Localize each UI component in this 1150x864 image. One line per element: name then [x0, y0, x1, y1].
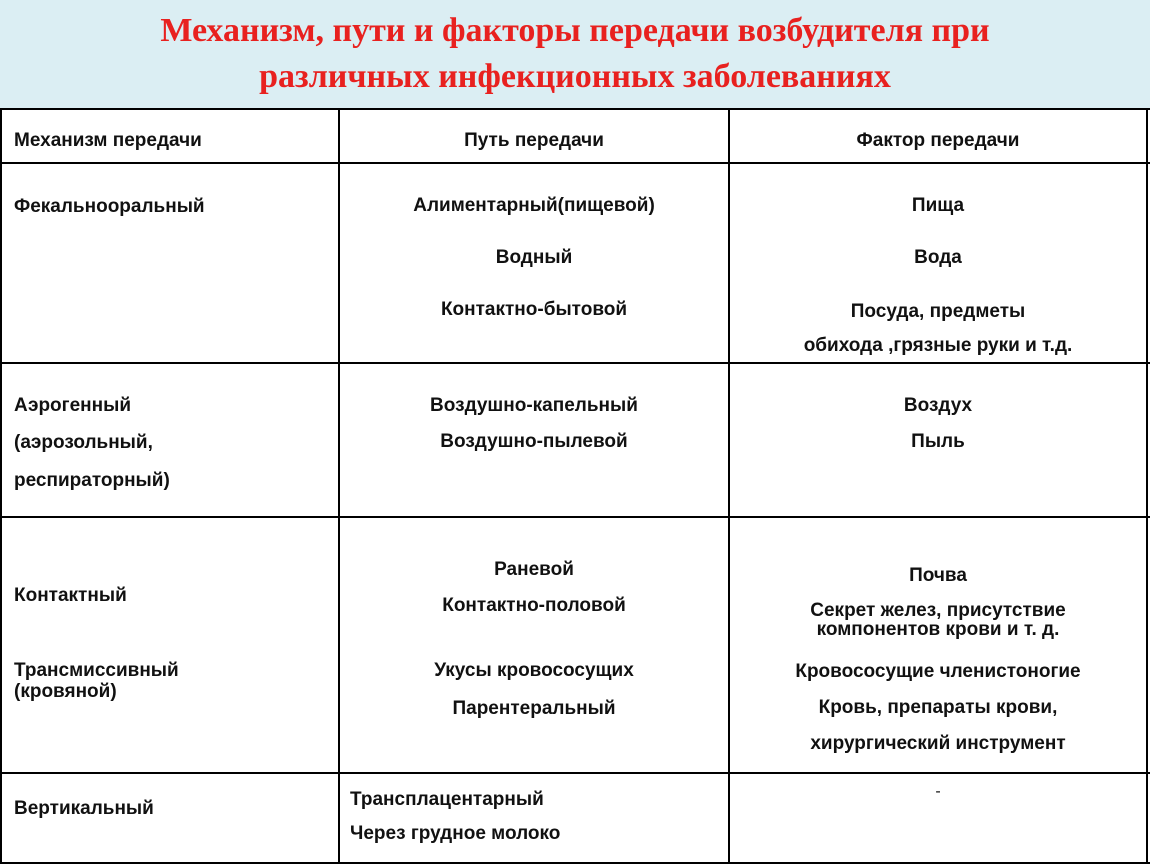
route-cell: Через грудное молоко [350, 823, 561, 844]
mechanism-cell: Аэрогенный [14, 395, 131, 416]
mechanism-cell: Трансмиссивный [14, 660, 179, 681]
row-divider [0, 772, 1150, 774]
row-divider [0, 516, 1150, 518]
page-title [0, 8, 1150, 100]
column-divider [1146, 108, 1148, 864]
factor-cell: компонентов крови и т. д. [816, 619, 1060, 640]
mechanism-cell: Фекальнооральный [14, 196, 205, 217]
factor-cell: Вода [914, 247, 962, 268]
row-divider [0, 362, 1150, 364]
factor-cell: Пища [911, 195, 965, 216]
factor-cell: обихода ,грязные руки и т.д. [803, 335, 1073, 356]
mechanism-cell: Контактный [14, 585, 127, 606]
factor-cell: Посуда, предметы [850, 301, 1026, 322]
route-cell: Контактно-бытовой [440, 299, 628, 320]
header-divider [0, 162, 1150, 164]
route-cell: Воздушно-пылевой [440, 431, 628, 452]
title-line-1: Механизм, пути и факторы передачи возбудителя при [160, 12, 990, 49]
table-border-top [0, 108, 1150, 110]
column-divider [0, 108, 2, 864]
route-cell: Трансплацентарный [350, 789, 544, 810]
mechanism-cell: (кровяной) [14, 681, 117, 702]
header-factor: Фактор передачи [856, 130, 1020, 151]
header-mechanism: Механизм передачи [14, 130, 202, 151]
factor-cell: Кровососущие членистоногие [795, 661, 1081, 682]
factor-cell: Воздух [903, 395, 973, 416]
route-cell: Укусы кровососущих [434, 660, 634, 681]
route-cell: Контактно-половой [442, 595, 626, 616]
route-cell: Алиментарный(пищевой) [413, 195, 655, 216]
factor-cell: Пыль [911, 431, 965, 452]
route-cell: Раневой [494, 559, 574, 580]
factor-cell: Секрет желез, присутствие [810, 600, 1066, 621]
title-line-2: различных инфекционных заболеваниях [259, 58, 891, 95]
mechanism-cell: Вертикальный [14, 798, 154, 819]
header-route: Путь передачи [464, 130, 604, 151]
route-cell: Парентеральный [452, 698, 616, 719]
factor-cell: Почва [909, 565, 967, 586]
mechanism-cell: респираторный) [14, 470, 170, 491]
route-cell: Воздушно-капельный [430, 395, 638, 416]
factor-cell: - [935, 783, 941, 800]
mechanism-cell: (аэрозольный, [14, 432, 153, 453]
column-divider [338, 108, 340, 864]
factor-cell: Кровь, препараты крови, [818, 697, 1058, 718]
factor-cell: хирургический инструмент [810, 733, 1066, 754]
route-cell: Водный [495, 247, 573, 268]
